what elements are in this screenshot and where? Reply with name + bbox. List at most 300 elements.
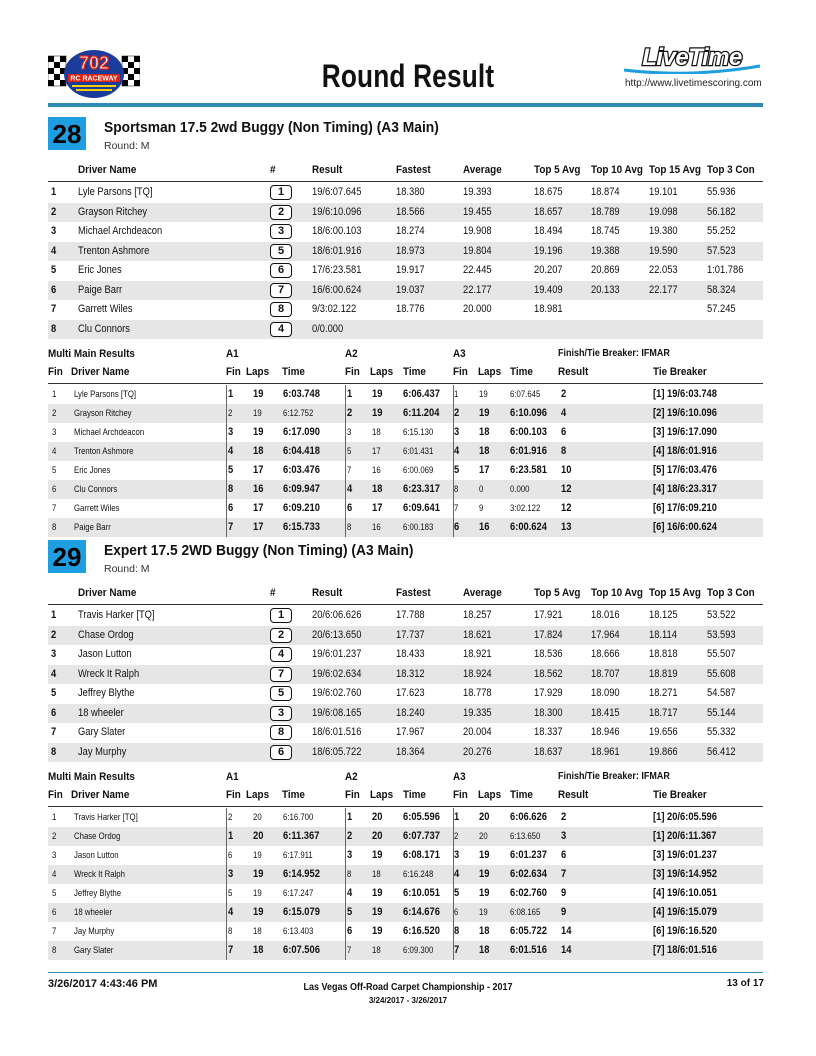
average-lap: 22.445 [463, 264, 492, 276]
a1-header: A1 [226, 771, 239, 783]
a1-header: A1 [226, 348, 239, 360]
multi-finish: 3 [52, 427, 57, 438]
a2-main-time: 6:15.130 [403, 427, 434, 438]
multi-column-header: Fin [345, 789, 360, 801]
a3-main-time: 6:07.645 [510, 389, 541, 400]
livetime-url[interactable]: http://www.livetimescoring.com [625, 78, 762, 89]
a3-main-time: 6:02.634 [510, 868, 547, 880]
top5-avg: 18.657 [534, 205, 563, 218]
multi-column-header: Driver Name [71, 366, 130, 378]
tie-breaker: [6] 19/6:16.520 [653, 925, 717, 937]
column-divider [345, 480, 346, 499]
tie-breaker-rule-title: Finish/Tie Breaker: IFMAR [558, 771, 670, 782]
result-position: 2 [51, 628, 57, 641]
a1-main-time: 6:09.947 [283, 483, 320, 495]
overall-result: 14 [561, 944, 572, 956]
a3-main-laps: 20 [479, 831, 488, 842]
a1-main-laps: 19 [253, 408, 262, 419]
event-number-badge: 29 [48, 540, 86, 573]
car-number-badge: 5 [270, 686, 292, 701]
column-divider [345, 518, 346, 537]
average-lap: 18.257 [463, 609, 492, 621]
a2-main-finish: 3 [347, 427, 352, 438]
a1-main-time: 6:15.733 [283, 521, 320, 533]
top15-avg: 19.866 [649, 745, 678, 758]
a3-main-finish: 1 [454, 389, 459, 400]
top15-avg: 18.125 [649, 609, 678, 621]
printed-timestamp: 3/26/2017 4:43:46 PM [48, 978, 158, 990]
driver-name: Jason Lutton [78, 648, 132, 660]
a1-main-time: 6:12.752 [283, 408, 314, 419]
svg-text:702: 702 [78, 53, 110, 73]
multi-finish: 4 [52, 446, 57, 457]
top15-avg: 18.271 [649, 687, 678, 699]
fastest-lap: 18.274 [396, 225, 425, 237]
top10-avg: 18.961 [591, 745, 620, 758]
top3-consecutive: 55.252 [707, 225, 736, 237]
driver-name: Grayson Ritchey [78, 205, 148, 218]
a2-main-finish: 7 [347, 945, 352, 956]
a3-main-finish: 6 [454, 907, 459, 918]
a2-main-time: 6:08.171 [403, 849, 440, 861]
a3-main-time: 6:01.516 [510, 944, 547, 956]
top5-avg: 18.494 [534, 225, 563, 237]
result-position: 8 [51, 322, 57, 335]
results-column-header: Top 3 Con [707, 587, 755, 599]
car-number-badge: 4 [270, 647, 292, 662]
a3-main-laps: 0 [479, 484, 484, 495]
a1-main-time: 6:15.079 [283, 906, 320, 918]
a3-main-finish: 6 [454, 521, 460, 533]
multi-column-header: Fin [226, 789, 241, 801]
a1-main-time: 6:09.210 [283, 502, 320, 514]
a3-main-finish: 2 [454, 831, 459, 842]
a3-main-finish: 4 [454, 868, 460, 880]
column-divider [226, 461, 227, 480]
a3-main-finish: 1 [454, 811, 460, 823]
results-column-header: Result [312, 164, 343, 176]
result-position: 6 [51, 283, 57, 296]
a3-main-time: 6:23.581 [510, 464, 547, 476]
event-number-badge: 28 [48, 117, 86, 150]
multi-driver-name: Eric Jones [74, 465, 111, 476]
driver-name: Chase Ordog [78, 628, 134, 641]
a2-main-time: 6:00.183 [403, 522, 434, 533]
fastest-lap: 18.380 [396, 186, 425, 198]
results-column-header: Top 5 Avg [534, 587, 581, 599]
column-divider [226, 480, 227, 499]
a2-main-time: 6:16.248 [403, 869, 434, 880]
column-divider [226, 499, 227, 518]
overall-result: 2 [561, 811, 567, 823]
a2-main-time: 6:23.317 [403, 483, 440, 495]
multi-main-title: Multi Main Results [48, 348, 135, 360]
a1-main-finish: 3 [228, 868, 234, 880]
event-title: Expert 17.5 2WD Buggy (Non Timing) (A3 Main) [104, 542, 414, 559]
top5-avg: 18.562 [534, 667, 563, 680]
multi-finish: 2 [52, 831, 57, 842]
a2-main-finish: 1 [347, 811, 353, 823]
results-column-header: Top 15 Avg [649, 587, 701, 599]
a3-header: A3 [453, 348, 466, 360]
tie-breaker: [4] 19/6:15.079 [653, 906, 717, 918]
results-column-header: # [270, 587, 276, 599]
multi-column-header: Laps [246, 789, 270, 801]
overall-result: 9 [561, 906, 567, 918]
overall-result: 13 [561, 521, 572, 533]
top3-consecutive: 55.144 [707, 706, 736, 719]
a1-main-laps: 19 [253, 388, 264, 400]
top5-avg: 18.981 [534, 303, 563, 315]
a3-main-time: 6:01.916 [510, 445, 547, 457]
fastest-lap: 18.973 [396, 244, 425, 257]
car-number-badge: 8 [270, 725, 292, 740]
average-lap: 19.393 [463, 186, 492, 198]
a1-main-finish: 5 [228, 464, 234, 476]
column-divider [226, 385, 227, 404]
a2-main-finish: 4 [347, 887, 353, 899]
a1-main-laps: 19 [253, 868, 264, 880]
top15-avg: 22.053 [649, 264, 678, 276]
a1-main-laps: 19 [253, 888, 262, 899]
a1-main-finish: 7 [228, 521, 234, 533]
a3-main-finish: 8 [454, 484, 459, 495]
a1-main-finish: 2 [228, 408, 233, 419]
result-position: 7 [51, 303, 57, 315]
overall-result: 8 [561, 445, 567, 457]
a2-main-laps: 18 [372, 869, 381, 880]
result-row [48, 320, 763, 340]
a3-main-time: 3:02.122 [510, 503, 541, 514]
a2-main-laps: 17 [372, 446, 381, 457]
a1-main-laps: 17 [253, 502, 264, 514]
top10-avg: 18.789 [591, 205, 620, 218]
multi-main-row [48, 922, 763, 941]
driver-name: Paige Barr [78, 283, 123, 296]
a3-main-time: 6:02.760 [510, 887, 547, 899]
tie-breaker: [3] 19/6:01.237 [653, 849, 717, 861]
results-column-header: Top 3 Con [707, 164, 755, 176]
multi-main-title: Multi Main Results [48, 771, 135, 783]
column-divider [345, 903, 346, 922]
a3-main-finish: 2 [454, 407, 460, 419]
multi-main-row [48, 442, 763, 461]
a3-main-finish: 3 [454, 426, 460, 438]
multi-column-header: Fin [48, 789, 63, 801]
result-position: 8 [51, 745, 57, 758]
average-lap: 19.335 [463, 706, 492, 719]
top5-avg: 18.337 [534, 726, 563, 738]
multi-driver-name: Paige Barr [74, 522, 111, 533]
driver-name: Clu Connors [78, 322, 130, 335]
a2-main-finish: 8 [347, 869, 352, 880]
multi-column-header: Fin [226, 366, 241, 378]
a2-main-time: 6:09.641 [403, 502, 440, 514]
a1-main-laps: 19 [253, 906, 264, 918]
overall-result: 2 [561, 388, 567, 400]
round-label: Round: M [104, 140, 150, 152]
car-number-badge: 3 [270, 706, 292, 721]
multi-column-header: Time [282, 366, 305, 378]
top15-avg: 18.819 [649, 667, 678, 680]
multi-main-row [48, 404, 763, 423]
page-title: Round Result [321, 58, 495, 94]
result-position: 5 [51, 687, 57, 699]
a1-main-finish: 8 [228, 926, 233, 937]
a2-main-time: 6:10.051 [403, 887, 440, 899]
results-column-header: Top 10 Avg [591, 164, 643, 176]
top3-consecutive: 55.332 [707, 726, 736, 738]
multi-main-row [48, 480, 763, 499]
a2-main-finish: 3 [347, 849, 353, 861]
a2-main-laps: 19 [372, 407, 383, 419]
multi-main-row [48, 518, 763, 537]
top10-avg: 18.745 [591, 225, 620, 237]
average-lap: 18.621 [463, 628, 492, 641]
a1-main-time: 6:16.700 [283, 812, 314, 823]
tie-breaker: [1] 20/6:05.596 [653, 811, 717, 823]
a3-main-laps: 16 [479, 521, 490, 533]
race-result: 18/6:05.722 [312, 745, 362, 758]
a1-main-finish: 4 [228, 906, 234, 918]
car-number-badge: 3 [270, 224, 292, 239]
driver-name: Garrett Wiles [78, 303, 133, 315]
column-divider [345, 442, 346, 461]
race-result: 19/6:02.634 [312, 667, 362, 680]
tie-breaker: [7] 18/6:01.516 [653, 944, 717, 956]
race-result: 20/6:06.626 [312, 609, 362, 621]
a2-main-time: 6:07.737 [403, 830, 440, 842]
average-lap: 19.908 [463, 225, 492, 237]
top3-consecutive: 55.608 [707, 667, 736, 680]
result-position: 4 [51, 244, 57, 257]
race-result: 18/6:01.516 [312, 726, 362, 738]
column-divider [345, 423, 346, 442]
tie-breaker: [3] 19/6:17.090 [653, 426, 717, 438]
event-name: Las Vegas Off-Road Carpet Championship - 2017 [303, 982, 513, 993]
column-divider [226, 827, 227, 846]
multi-column-header: Result [558, 789, 589, 801]
result-position: 7 [51, 726, 57, 738]
results-column-header: Fastest [396, 164, 431, 176]
multi-column-header: Laps [478, 366, 502, 378]
a1-main-time: 6:13.403 [283, 926, 314, 937]
result-row [48, 645, 763, 665]
top5-avg: 18.675 [534, 186, 563, 198]
car-number-badge: 5 [270, 244, 292, 259]
tie-breaker: [3] 19/6:14.952 [653, 868, 717, 880]
multi-driver-name: Garrett Wiles [74, 503, 120, 514]
top5-avg: 19.409 [534, 283, 563, 296]
a3-main-finish: 5 [454, 887, 460, 899]
car-number-badge: 1 [270, 608, 292, 623]
top15-avg: 19.656 [649, 726, 678, 738]
a2-main-laps: 16 [372, 522, 381, 533]
a2-main-time: 6:06.437 [403, 388, 440, 400]
multi-finish: 5 [52, 465, 57, 476]
top3-consecutive: 1:01.786 [707, 264, 744, 276]
a2-main-time: 6:11.204 [403, 407, 440, 419]
multi-column-header: Time [510, 789, 533, 801]
a1-main-finish: 4 [228, 445, 234, 457]
tie-breaker: [1] 19/6:03.748 [653, 388, 717, 400]
race-result: 19/6:08.165 [312, 706, 362, 719]
multi-driver-name: Grayson Ritchey [74, 408, 132, 419]
top10-avg: 18.666 [591, 648, 620, 660]
a2-main-time: 6:05.596 [403, 811, 440, 823]
top3-consecutive: 56.182 [707, 205, 736, 218]
results-column-header: Top 5 Avg [534, 164, 581, 176]
multi-finish: 1 [52, 812, 57, 823]
svg-text:RC RACEWAY: RC RACEWAY [70, 75, 118, 83]
top3-consecutive: 55.936 [707, 186, 736, 198]
average-lap: 18.924 [463, 667, 492, 680]
a2-main-laps: 20 [372, 811, 383, 823]
a3-header: A3 [453, 771, 466, 783]
a2-main-finish: 2 [347, 407, 353, 419]
result-row [48, 743, 763, 763]
result-row [48, 261, 763, 281]
a3-main-time: 6:05.722 [510, 925, 547, 937]
multi-finish: 8 [52, 945, 57, 956]
driver-name: 18 wheeler [78, 706, 124, 719]
race-result: 0/0.000 [312, 322, 344, 335]
result-row [48, 183, 763, 203]
overall-result: 10 [561, 464, 572, 476]
fastest-lap: 17.623 [396, 687, 425, 699]
header-divider [48, 103, 763, 107]
fastest-lap: 19.037 [396, 283, 425, 296]
top10-avg: 19.388 [591, 244, 620, 257]
multi-driver-name: Lyle Parsons [TQ] [74, 389, 137, 400]
a3-main-laps: 17 [479, 464, 490, 476]
top10-avg: 18.016 [591, 609, 620, 621]
a3-main-time: 6:10.096 [510, 407, 547, 419]
driver-name: Gary Slater [78, 726, 126, 738]
a1-main-time: 6:03.748 [283, 388, 320, 400]
result-row [48, 281, 763, 301]
results-column-header: Driver Name [78, 587, 137, 599]
column-divider [345, 385, 346, 404]
a2-main-laps: 19 [372, 906, 383, 918]
car-number-badge: 6 [270, 263, 292, 278]
a2-main-laps: 19 [372, 388, 383, 400]
a2-main-finish: 5 [347, 906, 353, 918]
multi-driver-name: Travis Harker [TQ] [74, 812, 138, 823]
tie-breaker: [1] 20/6:11.367 [653, 830, 717, 842]
a1-main-finish: 1 [228, 388, 234, 400]
event-title: Sportsman 17.5 2wd Buggy (Non Timing) (A3 Main) [104, 119, 439, 136]
results-column-header: Top 15 Avg [649, 164, 701, 176]
top15-avg: 18.717 [649, 706, 678, 719]
round-label: Round: M [104, 563, 150, 575]
average-lap: 20.004 [463, 726, 492, 738]
top5-avg: 17.824 [534, 628, 563, 641]
a1-main-laps: 18 [253, 944, 264, 956]
a2-main-time: 6:09.300 [403, 945, 434, 956]
multi-column-header: Fin [453, 789, 468, 801]
top10-avg: 18.090 [591, 687, 620, 699]
a3-main-finish: 5 [454, 464, 460, 476]
multi-finish: 3 [52, 850, 57, 861]
fastest-lap: 18.566 [396, 205, 425, 218]
result-row [48, 723, 763, 743]
a3-main-finish: 7 [454, 503, 459, 514]
top15-avg: 18.114 [649, 628, 677, 641]
a1-main-time: 6:11.367 [283, 830, 320, 842]
multi-main-row [48, 884, 763, 903]
multi-main-row [48, 499, 763, 518]
a2-main-laps: 19 [372, 925, 383, 937]
a3-main-time: 6:00.103 [510, 426, 547, 438]
a3-main-laps: 18 [479, 426, 490, 438]
a1-main-finish: 1 [228, 830, 234, 842]
a2-main-laps: 19 [372, 849, 383, 861]
driver-name: Eric Jones [78, 264, 122, 276]
a1-main-finish: 3 [228, 426, 234, 438]
a3-main-time: 6:01.237 [510, 849, 547, 861]
driver-name: Jay Murphy [78, 745, 127, 758]
multi-column-header: Tie Breaker [653, 789, 707, 801]
top10-avg: 17.964 [591, 628, 620, 641]
race-result: 9/3:02.122 [312, 303, 357, 315]
race-result: 19/6:02.760 [312, 687, 362, 699]
a3-main-laps: 18 [479, 944, 490, 956]
result-position: 2 [51, 205, 57, 218]
multi-column-header: Laps [370, 789, 394, 801]
result-position: 3 [51, 225, 57, 237]
result-position: 6 [51, 706, 57, 719]
multi-column-header: Time [403, 789, 426, 801]
result-row [48, 242, 763, 262]
column-divider [345, 922, 346, 941]
a3-main-time: 6:08.165 [510, 907, 541, 918]
multi-driver-name: Jeffrey Blythe [74, 888, 122, 899]
multi-column-header: Time [510, 366, 533, 378]
multi-column-header: Tie Breaker [653, 366, 707, 378]
driver-name: Lyle Parsons [TQ] [78, 186, 153, 198]
tie-breaker: [2] 19/6:10.096 [653, 407, 717, 419]
results-header-rule [48, 604, 763, 605]
multi-main-row [48, 903, 763, 922]
results-column-header: Fastest [396, 587, 431, 599]
column-divider [226, 903, 227, 922]
race-result: 17/6:23.581 [312, 264, 362, 276]
column-divider [226, 941, 227, 960]
tie-breaker: [5] 17/6:03.476 [653, 464, 717, 476]
multi-column-header: Time [282, 789, 305, 801]
a3-main-finish: 4 [454, 445, 460, 457]
driver-name: Michael Archdeacon [78, 225, 163, 237]
multi-main-row [48, 865, 763, 884]
top5-avg: 17.929 [534, 687, 563, 699]
multi-main-row [48, 827, 763, 846]
fastest-lap: 18.433 [396, 648, 425, 660]
driver-name: Wreck It Ralph [78, 667, 140, 680]
result-position: 5 [51, 264, 57, 276]
race-result: 16/6:00.624 [312, 283, 362, 296]
car-number-badge: 4 [270, 322, 292, 337]
a1-main-time: 6:17.911 [283, 850, 313, 861]
a1-main-laps: 20 [253, 812, 262, 823]
a1-main-time: 6:04.418 [283, 445, 320, 457]
car-number-badge: 8 [270, 302, 292, 317]
top5-avg: 18.637 [534, 745, 563, 758]
column-divider [226, 442, 227, 461]
car-number-badge: 2 [270, 205, 292, 220]
column-divider [345, 941, 346, 960]
a2-main-finish: 5 [347, 446, 352, 457]
